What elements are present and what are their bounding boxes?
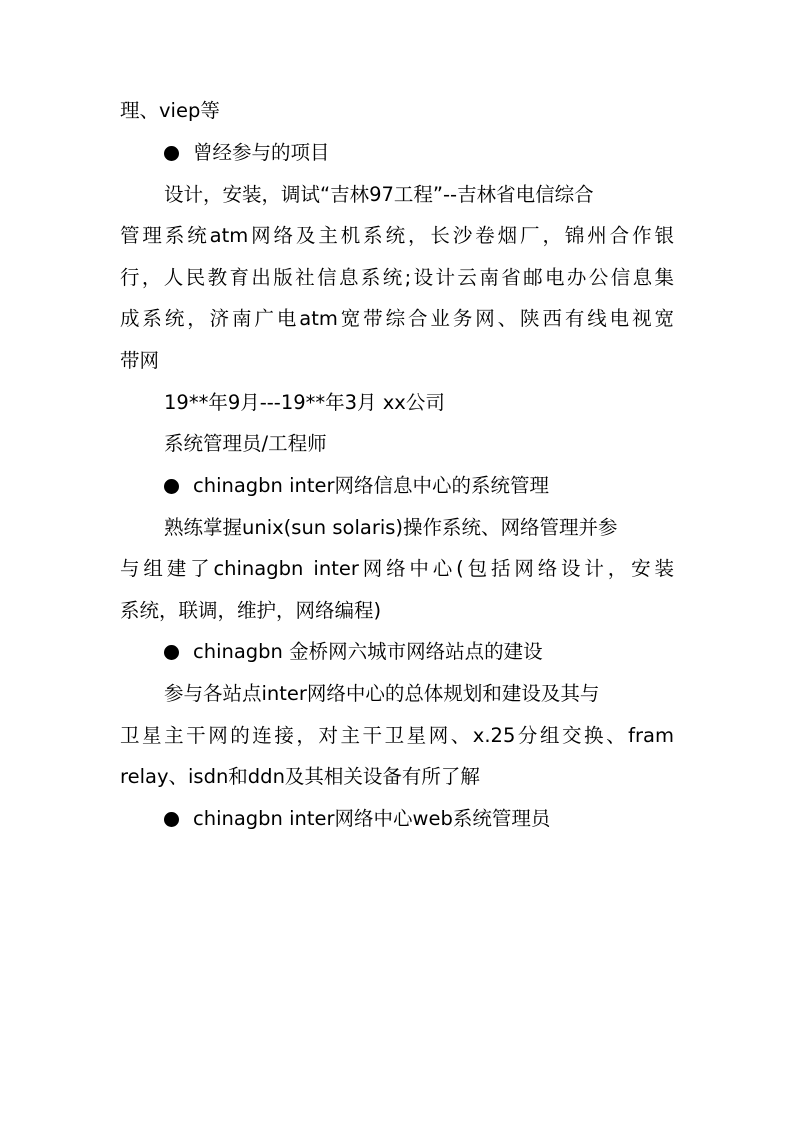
text-line: 熟练掌握unix(sun solaris)操作系统、网络管理并参 (164, 516, 618, 539)
text-line: 19**年9月---19**年3月 xx公司 (164, 391, 445, 414)
bullet-icon (164, 812, 179, 827)
bullet-icon (164, 645, 179, 660)
text-line: 管理系统atm网络及主机系统，长沙卷烟厂，锦州合作银 (120, 224, 674, 247)
bullet-item (164, 138, 330, 168)
bullet-text: 曾经参与的项目 (193, 141, 330, 164)
text-line: relay、isdn和ddn及其相关设备有所了解 (120, 765, 480, 788)
text-line: 与组建了chinagbn inter网络中心(包括网络设计，安装 (120, 557, 674, 580)
text-line: 参与各站点inter网络中心的总体规划和建设及其与 (164, 682, 600, 705)
text-line: 卫星主干网的连接，对主干卫星网、x.25分组交换、fram (120, 724, 674, 747)
text-line: 行，人民教育出版社信息系统;设计云南省邮电办公信息集 (120, 266, 674, 289)
bullet-item (164, 471, 549, 501)
bullet-icon (164, 146, 179, 161)
bullet-text: chinagbn inter网络中心web系统管理员 (193, 807, 551, 830)
text-line: 设计，安装，调试“吉林97工程”--吉林省电信综合 (164, 183, 594, 206)
bullet-item (164, 804, 550, 834)
text-line: 成系统，济南广电atm宽带综合业务网、陕西有线电视宽 (120, 307, 674, 330)
bullet-text: chinagbn 金桥网六城市网络站点的建设 (193, 640, 543, 663)
bullet-item (164, 637, 543, 667)
bullet-text: chinagbn inter网络信息中心的系统管理 (193, 474, 550, 497)
bullet-icon (164, 479, 179, 494)
text-line: 系统管理员/工程师 (164, 432, 327, 455)
text-line: 理、viep等 (120, 99, 220, 122)
text-line: 带网 (120, 349, 160, 372)
text-line: 系统，联调，维护，网络编程) (120, 599, 382, 622)
